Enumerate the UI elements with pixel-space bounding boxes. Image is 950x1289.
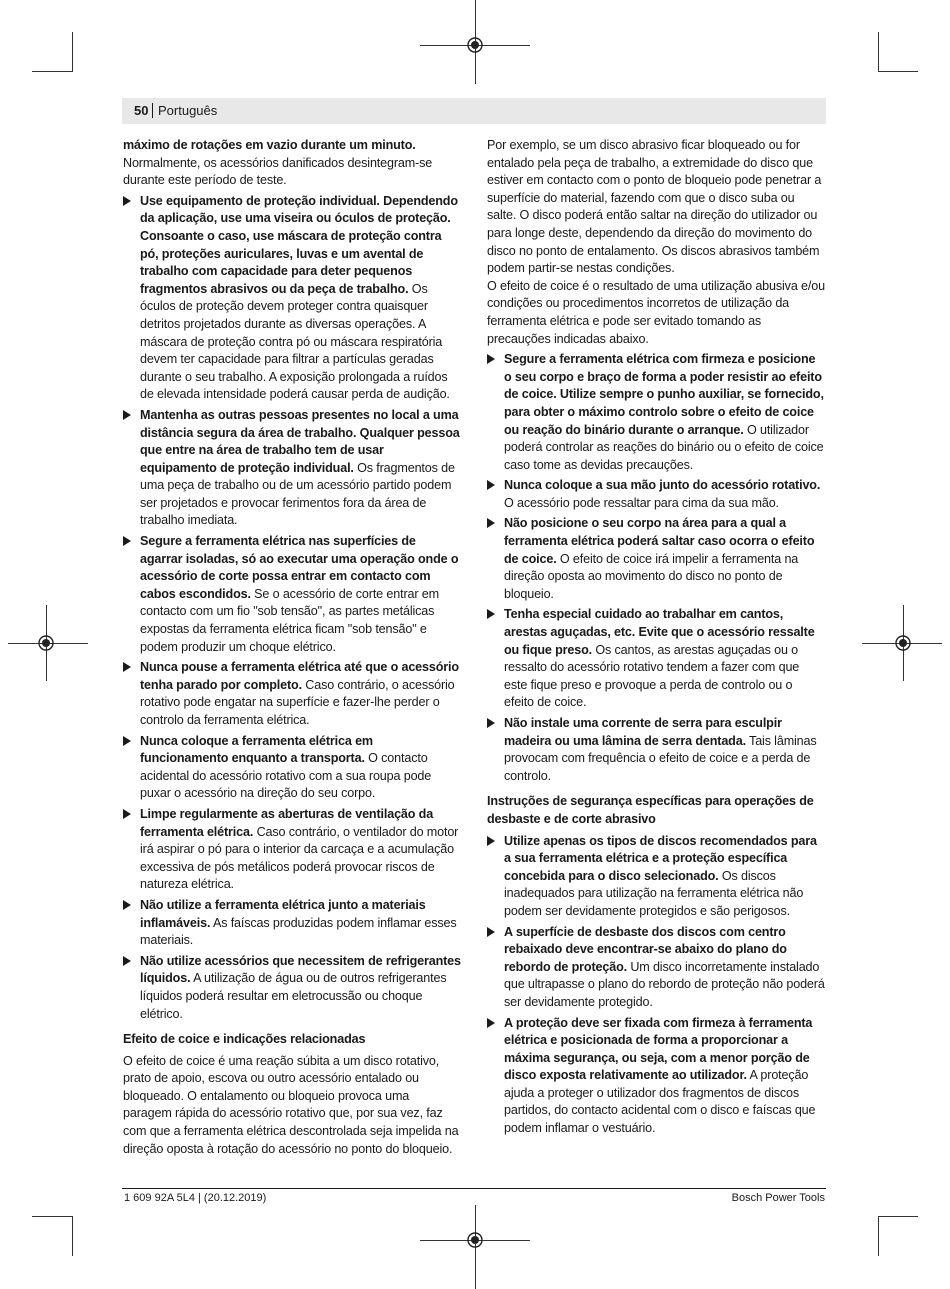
bullet-arrow-icon xyxy=(487,480,495,490)
language-label: Português xyxy=(158,103,218,118)
safety-bullet: Utilize apenas os tipos de discos recomendados para a sua ferramenta elétrica e a proteção específica concebida para o disco selecionado. Os discos inadequados para utilização na ferramenta elétrica não podem ser devidamente protegidos e são perigosos. xyxy=(487,833,825,921)
page-header xyxy=(122,98,826,124)
body-paragraph: O efeito de coice é o resultado de uma utilização abusiva e/ou condições ou procedimentos incorretos de utilização da ferramenta elétrica e pode ser evitado tomando as precauções indicadas abaixo. xyxy=(487,278,825,346)
safety-bullet: Nunca coloque a sua mão junto do acessório rotativo. O acessório pode ressaltar para cima da sua mão. xyxy=(487,477,825,512)
intro-paragraph: máximo de rotações em vazio durante um minuto. Normalmente, os acessórios danificados desintegram-se durante este período de teste. xyxy=(123,138,433,188)
bullet-arrow-icon xyxy=(487,836,495,846)
document-id: 1 609 92A 5L4 | (20.12.2019) xyxy=(124,1192,267,1204)
body-paragraph: Por exemplo, se um disco abrasivo ficar bloqueado ou for entalado pela peça de trabalho, a extremidade do disco que estiver em contacto com o ponto de bloqueio pode penetrar a superfície do material, fazendo com que o disco suba ou salte. O disco poderá então saltar na direção do utilizador ou para longe deste, dependendo da direção do movimento do disco no ponto de entalamento. Os discos abrasivos também podem partir-se nestas condições. xyxy=(487,138,822,276)
section-heading: Instruções de segurança específicas para operações de desbaste e de corte abrasivo xyxy=(487,794,814,826)
bullet-arrow-icon xyxy=(487,927,495,937)
safety-bullet: A superfície de desbaste dos discos com centro rebaixado deve encontrar-se abaixo do plano do rebordo de proteção. Um disco incorretamente instalado que ultrapasse o plano do rebordo de proteção não poderá ser devidamente protegido. xyxy=(487,924,825,1012)
safety-bullet: Segure a ferramenta elétrica com firmeza e posicione o seu corpo e braço de forma a poder resistir ao efeito de coice. Utilize sempre o punho auxiliar, se fornecido, para obter o máximo controlo sobre o efeito de coice ou reação do binário durante o arranque. O utilizador poderá controlar as reações do binário ou o efeito de coice caso tome as devidas precauções. xyxy=(487,351,825,474)
bullet-arrow-icon xyxy=(487,609,495,619)
bullet-arrow-icon xyxy=(123,736,131,746)
page-number: 50 xyxy=(134,103,149,118)
footer-rule xyxy=(122,1188,826,1189)
safety-bullet: Não utilize acessórios que necessitem de refrigerantes líquidos. A utilização de água ou de outros refrigerantes líquidos poderá resultar em eletrocussão ou choque elétrico. xyxy=(123,953,461,1023)
safety-bullet: A proteção deve ser fixada com firmeza à ferramenta elétrica e posicionada de forma a proporcionar a máxima segurança, ou seja, com a menor porção de disco exposta relativamente ao utilizador. A proteção ajuda a proteger o utilizador dos fragmentos de discos partidos, do contacto acidental com o disco e faíscas que podem inflamar o vestuário. xyxy=(487,1015,825,1138)
bullet-arrow-icon xyxy=(123,196,131,206)
bullet-arrow-icon xyxy=(123,809,131,819)
safety-bullet: Tenha especial cuidado ao trabalhar em cantos, arestas aguçadas, etc. Evite que o acessório ressalte ou fique preso. Os cantos, as arestas aguçadas ou o ressalto do acessório rotativo tendem a fazer com que este fique preso e provoque a perda de controlo ou o efeito de coice. xyxy=(487,606,825,712)
section-heading: Efeito de coice e indicações relacionadas xyxy=(123,1032,366,1047)
safety-bullet: Use equipamento de proteção individual. Dependendo da aplicação, use uma viseira ou óculos de proteção. Consoante o caso, use máscara de proteção contra pó, proteções auriculares, luvas e um avental de trabalho com capacidade para deter pequenos fragmentos abrasivos ou da peça de trabalho. Os óculos de proteção devem proteger contra quaisquer detritos projetados durante as diversas operações. A máscara de proteção contra pó ou máscara respiratória devem ter capacidade para filtrar a partículas geradas durante o seu trabalho. A exposição prolongada a ruídos de elevada intensidade poderá causar perda de audição. xyxy=(123,193,461,404)
safety-bullet: Não instale uma corrente de serra para esculpir madeira ou uma lâmina de serra dentada. Tais lâminas provocam com frequência o efeito de coice e a perda de controlo. xyxy=(487,715,825,785)
registration-target-icon xyxy=(894,634,912,652)
bullet-arrow-icon xyxy=(123,956,131,966)
bullet-arrow-icon xyxy=(123,410,131,420)
safety-bullet: Mantenha as outras pessoas presentes no local a uma distância segura da área de trabalho. Qualquer pessoa que entre na área de trabalho tem de usar equipamento de proteção individual. Os fragmentos de uma peça de trabalho ou de um acessório partido podem ser projetados e provocar ferimentos fora da área de trabalho imediata. xyxy=(123,407,461,530)
bullet-arrow-icon xyxy=(123,662,131,672)
safety-bullet: Limpe regularmente as aberturas de ventilação da ferramenta elétrica. Caso contrário, o ventilador do motor irá aspirar o pó para o interior da carcaça e a acumulação excessiva de pós metálicos poderá provocar riscos de natureza elétrica. xyxy=(123,806,461,894)
header-divider xyxy=(152,103,153,118)
bullet-arrow-icon xyxy=(123,900,131,910)
safety-bullet: Não utilize a ferramenta elétrica junto a materiais inflamáveis. As faíscas produzidas podem inflamar esses materiais. xyxy=(123,897,461,950)
brand-footer: Bosch Power Tools xyxy=(731,1192,825,1204)
registration-target-icon xyxy=(466,1231,484,1249)
right-column xyxy=(487,137,825,1141)
bullet-arrow-icon xyxy=(123,536,131,546)
bullet-arrow-icon xyxy=(487,718,495,728)
left-column xyxy=(123,137,461,1161)
safety-bullet: Nunca pouse a ferramenta elétrica até que o acessório tenha parado por completo. Caso contrário, o acessório rotativo pode engatar na superfície e fazer-lhe perder o controlo da ferramenta elétrica. xyxy=(123,659,461,729)
safety-bullet: Nunca coloque a ferramenta elétrica em funcionamento enquanto a transporta. O contacto acidental do acessório rotativo com a sua roupa pode puxar o acessório na direção do seu corpo. xyxy=(123,733,461,803)
safety-bullet: Não posicione o seu corpo na área para a qual a ferramenta elétrica poderá saltar caso ocorra o efeito de coice. O efeito de coice irá impelir a ferramenta na direção oposta ao movimento do disco no ponto de bloqueio. xyxy=(487,515,825,603)
body-paragraph: O efeito de coice é uma reação súbita a um disco rotativo, prato de apoio, escova ou outro acessório entalado ou bloqueado. O entalamento ou bloqueio provoca uma paragem rápida do acessório rotativo que, por sua vez, faz com que a ferramenta elétrica descontrolada seja impelida na direção oposta à rotação do acessório no ponto do bloqueio. xyxy=(123,1053,459,1156)
registration-target-icon xyxy=(37,634,55,652)
bullet-arrow-icon xyxy=(487,518,495,528)
bullet-arrow-icon xyxy=(487,1018,495,1028)
bullet-arrow-icon xyxy=(487,354,495,364)
safety-bullet: Segure a ferramenta elétrica nas superfícies de agarrar isoladas, só ao executar uma operação onde o acessório de corte possa entrar em contacto com cabos escondidos. Se o acessório de corte entrar em contacto com um fio "sob tensão", as partes metálicas expostas da ferramenta elétrica ficam "sob tensão" e podem produzir um choque elétrico. xyxy=(123,533,461,656)
registration-target-icon xyxy=(466,36,484,54)
